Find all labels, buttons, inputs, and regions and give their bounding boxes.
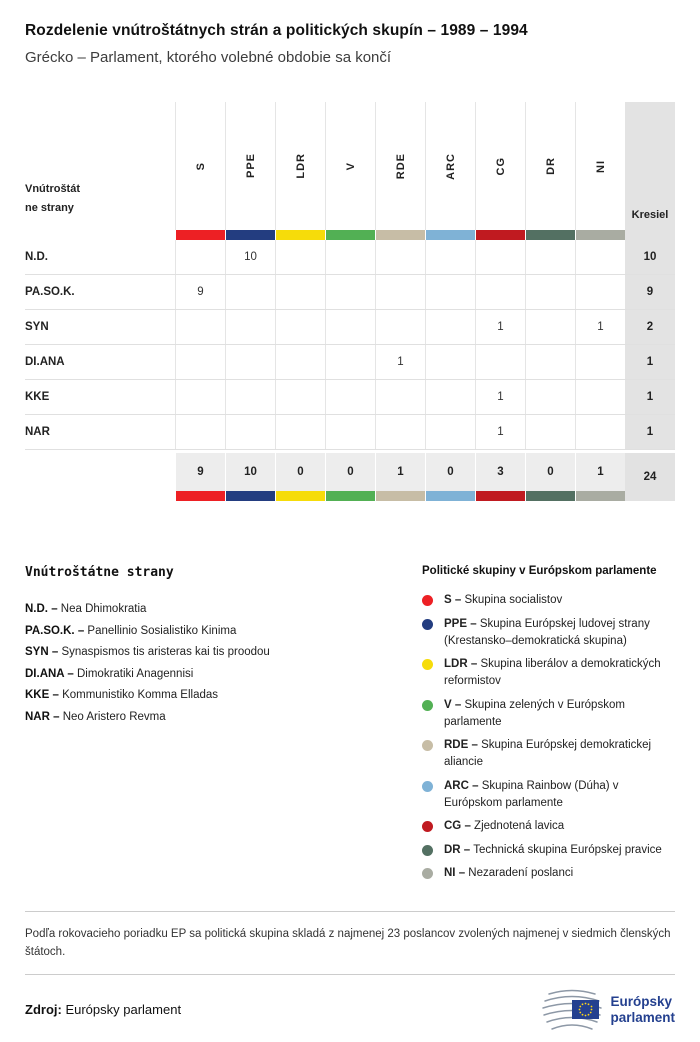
color-bar-icon (276, 230, 325, 240)
ep-logo-line2: parlament (610, 1009, 675, 1025)
value-cell-arc (425, 380, 475, 414)
legend-party-abbr: SYN – (25, 646, 59, 658)
group-color-bar-ni (575, 230, 625, 240)
value-cell-v (325, 415, 375, 449)
divider-top (25, 911, 675, 912)
value-cell-cg: 1 (475, 380, 525, 414)
party-name: PA.SO.K. (25, 286, 75, 298)
legend-group-abbr: RDE – (444, 739, 478, 751)
group-header-label: ARC (444, 152, 457, 180)
table-row (25, 240, 675, 275)
value-cell-dr (525, 310, 575, 344)
value-cell-cg (475, 345, 525, 379)
group-header-label: DR (544, 157, 557, 175)
group-color-bar-s (175, 230, 225, 240)
table-row (25, 380, 675, 415)
total-value: 1 (576, 453, 625, 491)
value-cell-ppe (225, 275, 275, 309)
total-value: 10 (226, 453, 275, 491)
seats-value: 1 (625, 345, 675, 379)
page-subtitle: Grécko – Parlament, ktorého volebné obdobie sa končí (25, 49, 392, 66)
value-cell-s (175, 240, 225, 274)
legend-group-name: Skupina Európskej ludovej strany (Krestansko–demokratická skupina) (444, 617, 650, 647)
value-cell-cg (475, 275, 525, 309)
seats-value: 9 (625, 275, 675, 309)
value-cell-ppe (225, 415, 275, 449)
value-cell-ldr (275, 310, 325, 344)
group-header-label: CG (494, 156, 507, 176)
row-header-label: Vnútroštátne strany (25, 182, 80, 214)
total-value: 1 (376, 453, 425, 491)
legend-party-name: Neo Aristero Revma (62, 710, 166, 723)
seats-table (25, 102, 675, 501)
color-bar-icon (376, 230, 425, 240)
value-cell-ni (575, 380, 625, 414)
value-cell-s (175, 345, 225, 379)
value-cell-dr (525, 415, 575, 449)
value-cell-arc (425, 275, 475, 309)
legend-color-dot-icon (422, 595, 433, 606)
total-cell-cg (475, 453, 525, 501)
legend-color-dot-icon (422, 700, 433, 711)
value-cell-rde (375, 275, 425, 309)
legend-party-abbr: NAR – (25, 710, 60, 723)
bar-row-spacer (25, 230, 175, 240)
legend-group-name: Skupina liberálov a demokratických reformistov (444, 658, 661, 687)
group-header-cg (475, 102, 525, 230)
party-name: DI.ANA (25, 356, 65, 368)
total-color-bar-icon (426, 491, 475, 501)
value-cell-ni: 1 (575, 310, 625, 344)
legend-color-dot-icon (422, 821, 433, 832)
legend-party-item (25, 646, 422, 658)
legend-group-item (422, 818, 675, 835)
value-cell-v (325, 380, 375, 414)
value-cell-s: 9 (175, 275, 225, 309)
legend-groups-heading: Politické skupiny v Európskom parlamente (422, 565, 657, 577)
total-cell-arc (425, 453, 475, 501)
legend-party-item (25, 603, 422, 615)
seats-bar-spacer (625, 230, 675, 240)
source-label: Zdroj: (25, 1002, 62, 1017)
legend-group-name: Nezaradení poslanci (468, 867, 574, 879)
table-row (25, 310, 675, 345)
table-row (25, 345, 675, 380)
legend-party-abbr: N.D. – (25, 603, 58, 615)
legend-group-abbr: PPE – (444, 617, 477, 630)
total-value: 9 (176, 453, 225, 491)
total-color-bar-icon (376, 491, 425, 501)
value-cell-s (175, 380, 225, 414)
value-cell-cg (475, 240, 525, 274)
legend-group-item (422, 616, 675, 650)
group-color-bar-rde (375, 230, 425, 240)
total-value: 0 (526, 453, 575, 491)
group-color-bar-row (25, 230, 675, 240)
value-cell-v (325, 240, 375, 274)
value-cell-arc (425, 240, 475, 274)
total-color-bar-icon (326, 491, 375, 501)
legend-party-abbr: PA.SO.K. – (25, 624, 85, 637)
legend-group-abbr: DR – (444, 843, 471, 856)
total-color-bar-icon (576, 491, 625, 501)
value-cell-arc (425, 415, 475, 449)
value-cell-ppe: 10 (225, 240, 275, 274)
source-row (25, 987, 675, 1033)
legend-group-name: Skupina Rainbow (Dúha) v Európskom parlamente (444, 779, 619, 809)
value-cell-s (175, 415, 225, 449)
value-cell-ldr (275, 240, 325, 274)
group-header-label: PPE (244, 153, 257, 179)
legend-group-item (422, 697, 675, 731)
group-color-bar-ppe (225, 230, 275, 240)
value-cell-dr (525, 275, 575, 309)
legend-group-name: Skupina socialistov (464, 594, 563, 606)
legend-group-item (422, 778, 675, 812)
group-color-bar-dr (525, 230, 575, 240)
source-text (25, 1002, 181, 1017)
value-cell-dr (525, 380, 575, 414)
totals-spacer (25, 453, 175, 501)
legend-group-name: Zjednotená lavica (474, 820, 565, 832)
legend-party-item (25, 689, 422, 701)
group-color-bar-ldr (275, 230, 325, 240)
legend-party-item (25, 668, 422, 680)
legend-groups-items (422, 592, 675, 882)
value-cell-ldr (275, 275, 325, 309)
color-bar-icon (226, 230, 275, 240)
total-value: 0 (426, 453, 475, 491)
party-name: NAR (25, 426, 50, 438)
legend-party-name: Synaspismos tis aristeras kai tis proodou (61, 646, 270, 658)
group-header-label: V (344, 161, 357, 171)
group-header-label: LDR (294, 153, 307, 179)
legend-political-groups (422, 565, 675, 889)
legend-party-abbr: DI.ANA – (25, 667, 74, 680)
table-header-row (25, 102, 675, 230)
legend-parties-heading: Vnútroštátne strany (25, 565, 174, 580)
seats-value: 2 (625, 310, 675, 344)
seats-header-cell (625, 102, 675, 230)
value-cell-ni (575, 240, 625, 274)
legend-party-abbr: KKE – (25, 689, 59, 701)
seats-header-label: Kresiel (631, 209, 669, 221)
eu-flag-icon (572, 1000, 599, 1019)
legend-party-item (25, 711, 422, 723)
total-cell-ldr (275, 453, 325, 501)
legend-group-abbr: ARC – (444, 779, 479, 792)
value-cell-ldr (275, 415, 325, 449)
legend-color-dot-icon (422, 740, 433, 751)
color-bar-icon (476, 230, 525, 240)
legend-group-abbr: LDR – (444, 658, 478, 670)
value-cell-rde (375, 380, 425, 414)
group-header-rde (375, 102, 425, 230)
ep-logo-icon (541, 987, 603, 1033)
total-cell-s (175, 453, 225, 501)
color-bar-icon (576, 230, 625, 240)
value-cell-rde: 1 (375, 345, 425, 379)
table-totals-row (25, 453, 675, 501)
value-cell-ldr (275, 345, 325, 379)
value-cell-ni (575, 415, 625, 449)
legend-national-parties (25, 565, 422, 889)
group-header-dr (525, 102, 575, 230)
party-name: KKE (25, 391, 50, 403)
legend-group-name: Skupina Európskej demokratickej aliancie (444, 739, 652, 768)
value-cell-arc (425, 310, 475, 344)
group-color-bar-arc (425, 230, 475, 240)
total-cell-ppe (225, 453, 275, 501)
legend-group-abbr: V – (444, 698, 462, 711)
value-cell-s (175, 310, 225, 344)
value-cell-rde (375, 240, 425, 274)
value-cell-ppe (225, 345, 275, 379)
total-color-bar-icon (176, 491, 225, 501)
total-color-bar-icon (526, 491, 575, 501)
color-bar-icon (326, 230, 375, 240)
total-cell-ni (575, 453, 625, 501)
value-cell-v (325, 310, 375, 344)
group-header-ni (575, 102, 625, 230)
value-cell-cg: 1 (475, 310, 525, 344)
legend-group-item (422, 737, 675, 771)
total-color-bar-icon (476, 491, 525, 501)
value-cell-v (325, 275, 375, 309)
page-title: Rozdelenie vnútroštátnych strán a politických skupín – 1989 – 1994 (25, 22, 528, 39)
legend-party-name: Kommunistiko Komma Elladas (62, 689, 219, 701)
legend-group-item (422, 592, 675, 609)
legend-color-dot-icon (422, 845, 433, 856)
legend-group-item (422, 656, 675, 690)
total-cell-v (325, 453, 375, 501)
legend-group-abbr: CG – (444, 820, 471, 832)
value-cell-cg: 1 (475, 415, 525, 449)
group-header-label: RDE (394, 152, 407, 180)
ep-logo-text (610, 994, 675, 1026)
source-value: Európsky parlament (65, 1002, 182, 1017)
party-name: N.D. (25, 251, 48, 263)
legend-group-abbr: S – (444, 594, 462, 606)
group-header-arc (425, 102, 475, 230)
legend-group-item (422, 865, 675, 882)
seats-value: 1 (625, 380, 675, 414)
legend-parties-items (25, 603, 422, 723)
table-row (25, 275, 675, 310)
value-cell-arc (425, 345, 475, 379)
row-header-cell (25, 102, 175, 230)
color-bar-icon (176, 230, 225, 240)
group-header-label: NI (594, 159, 607, 173)
legend-color-dot-icon (422, 781, 433, 792)
value-cell-ppe (225, 380, 275, 414)
legend-party-name: Dimokratiki Anagennisi (76, 667, 194, 680)
value-cell-v (325, 345, 375, 379)
value-cell-ppe (225, 310, 275, 344)
group-header-v (325, 102, 375, 230)
legend-party-name: Panellinio Sosialistiko Kinima (87, 624, 237, 637)
value-cell-rde (375, 310, 425, 344)
group-header-ppe (225, 102, 275, 230)
total-value: 0 (276, 453, 325, 491)
footnote: Podľa rokovacieho poriadku EP sa politická skupina skladá z najmenej 23 poslancov zvolených najmenej v siedmich členských štátoch. (25, 927, 671, 958)
legend-group-abbr: NI – (444, 867, 466, 879)
total-color-bar-icon (226, 491, 275, 501)
table-row (25, 415, 675, 450)
ep-logo-line1: Európsky (610, 993, 672, 1009)
legend-group-name: Technická skupina Európskej pravice (473, 843, 662, 856)
legends-section (25, 565, 675, 889)
legend-color-dot-icon (422, 868, 433, 879)
value-cell-ni (575, 345, 625, 379)
group-color-bar-v (325, 230, 375, 240)
divider-bottom (25, 974, 675, 975)
value-cell-ldr (275, 380, 325, 414)
legend-group-item (422, 842, 675, 859)
legend-color-dot-icon (422, 659, 433, 670)
group-color-bar-cg (475, 230, 525, 240)
group-header-label: S (194, 161, 207, 171)
group-header-s (175, 102, 225, 230)
legend-party-name: Nea Dhimokratia (60, 603, 147, 615)
seats-value: 10 (625, 240, 675, 274)
value-cell-rde (375, 415, 425, 449)
seats-total: 24 (625, 453, 675, 501)
total-cell-dr (525, 453, 575, 501)
value-cell-dr (525, 240, 575, 274)
value-cell-ni (575, 275, 625, 309)
group-header-ldr (275, 102, 325, 230)
legend-group-name: Skupina zelených v Európskom parlamente (444, 698, 625, 728)
total-value: 0 (326, 453, 375, 491)
color-bar-icon (526, 230, 575, 240)
color-bar-icon (426, 230, 475, 240)
total-color-bar-icon (276, 491, 325, 501)
legend-party-item (25, 625, 422, 637)
legend-color-dot-icon (422, 619, 433, 630)
total-cell-rde (375, 453, 425, 501)
seats-value: 1 (625, 415, 675, 449)
total-value: 3 (476, 453, 525, 491)
value-cell-dr (525, 345, 575, 379)
ep-logo (541, 987, 675, 1033)
party-name: SYN (25, 321, 49, 333)
